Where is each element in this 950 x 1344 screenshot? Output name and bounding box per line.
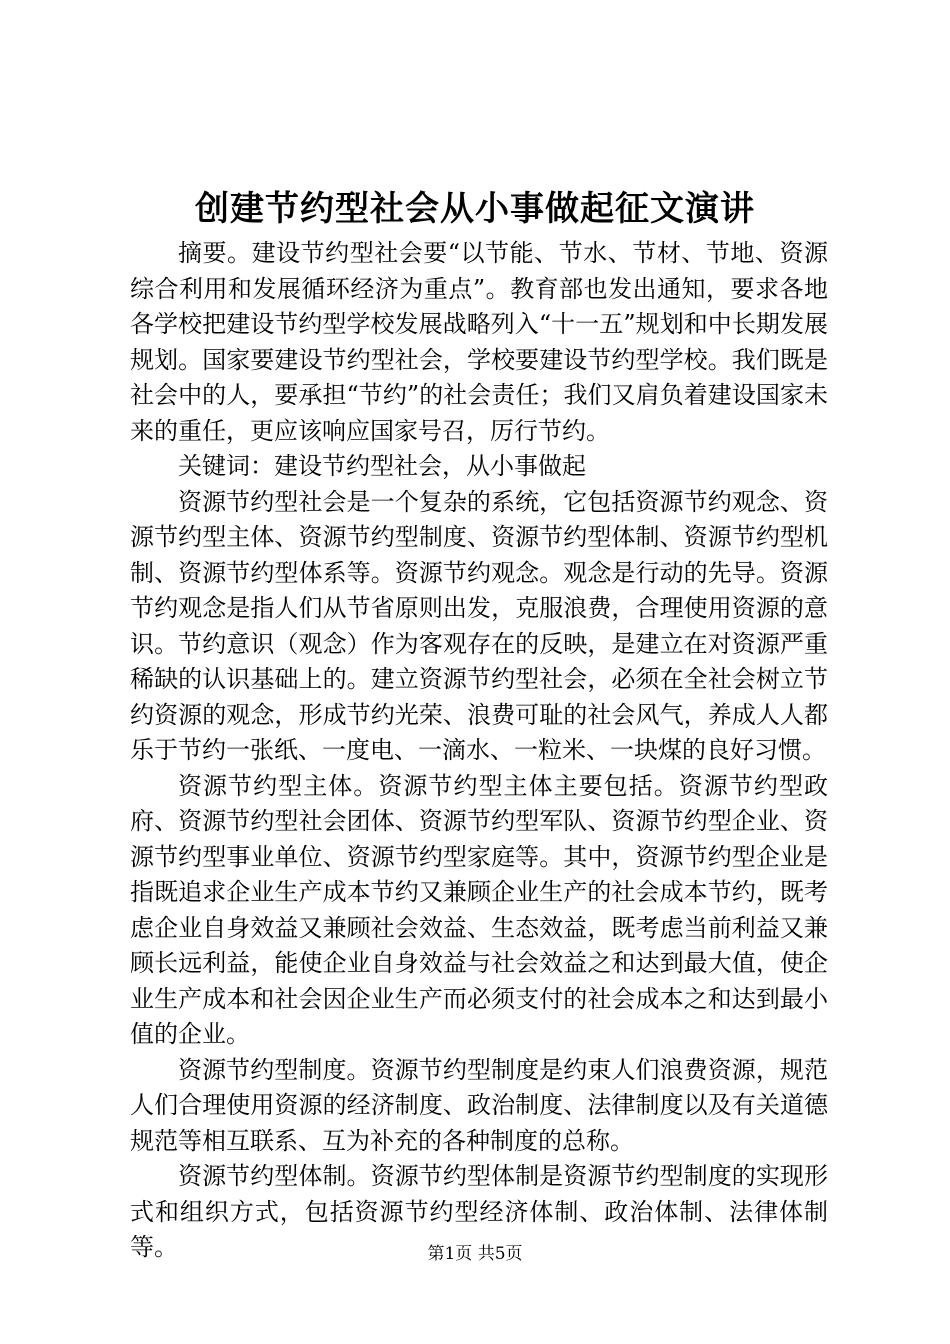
body-paragraph: 资源节约型主体。资源节约型主体主要包括。资源节约型政府、资源节约型社会团体、资源节约型军队、资源节约型企业、资源节约型事业单位、资源节约型家庭等。其中，资源节约型企业是指既追求企业生产成本节约又兼顾企业生产的社会成本节约，既考虑企业自身效益又兼顾社会效益、生态效益，既考虑当前利益又兼顾长远利益，能使企业自身效益与社会效益之和达到最大值，使企业生产成本和社会因企业生产而必须支付的社会成本之和达到最小值的企业。	[130, 771, 828, 1048]
body-paragraph: 资源节约型体制。资源节约型体制是资源节约型制度的实现形式和组织方式，包括资源节约型经济体制、政治体制、法律体制等。	[130, 1162, 828, 1261]
abstract-paragraph: 摘要。建设节约型社会要“以节能、节水、节材、节地、资源综合利用和发展循环经济为重点”。教育部也发出通知，要求各地各学校把建设节约型学校发展战略列入“十一五”规划和中长期发展规划。国家要建设节约型社会，学校要建设节约型学校。我们既是社会中的人，要承担“节约”的社会责任；我们又肩负着建设国家未来的重任，更应该响应国家号召，厉行节约。	[130, 239, 828, 445]
page-number-footer: 第1页 共5页	[427, 1244, 523, 1264]
body-paragraph: 资源节约型制度。资源节约型制度是约束人们浪费资源，规范人们合理使用资源的经济制度、政治制度、法律制度以及有关道德规范等相互联系、互为补充的各种制度的总称。	[130, 1055, 828, 1155]
document-title: 创建节约型社会从小事做起征文演讲	[195, 189, 755, 229]
document-body	[130, 236, 828, 1266]
keywords-paragraph: 关键词：建设节约型社会，从小事做起	[178, 452, 586, 480]
body-paragraph: 资源节约型社会是一个复杂的系统，它包括资源节约观念、资源节约型主体、资源节约型制度、资源节约型体制、资源节约型机制、资源节约型体系等。资源节约观念。观念是行动的先导。资源节约观念是指人们从节省原则出发，克服浪费，合理使用资源的意识。节约意识（观念）作为客观存在的反映，是建立在对资源严重稀缺的认识基础上的。建立资源节约型社会，必须在全社会树立节约资源的观念，形成节约光荣、浪费可耻的社会风气，养成人人都乐于节约一张纸、一度电、一滴水、一粒米、一块煤的良好习惯。	[130, 487, 828, 764]
